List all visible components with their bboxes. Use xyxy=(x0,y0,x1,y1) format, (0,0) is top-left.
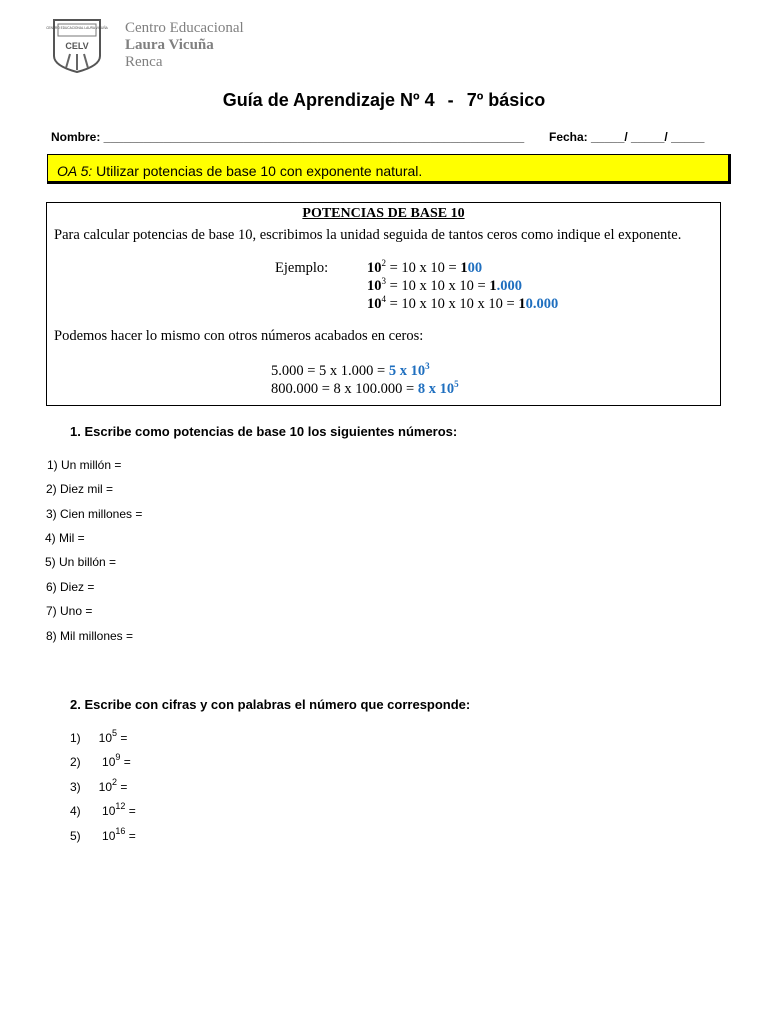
power-base: 10 xyxy=(102,829,116,843)
power-base: 10 xyxy=(98,780,113,794)
item-equals: = xyxy=(120,755,131,769)
power-exponent: 2 xyxy=(381,258,386,268)
logo-text-mid: CELV xyxy=(65,41,89,51)
school-line-3: Renca xyxy=(125,54,163,70)
example-label: Ejemplo: xyxy=(275,260,329,276)
school-name xyxy=(125,20,244,71)
objective-text: Utilizar potencias de base 10 con exponente natural. xyxy=(92,163,423,179)
example-line xyxy=(271,381,459,398)
power-exponent: 3 xyxy=(381,276,386,286)
result-zeros: 0.000 xyxy=(525,296,559,312)
example-line xyxy=(367,278,522,295)
item-equals: = xyxy=(117,731,128,745)
item-equals: = xyxy=(125,804,136,818)
title-guide: Guía de Aprendizaje Nº 4 xyxy=(222,90,435,110)
power-expansion: = 10 x 10 x 10 = xyxy=(386,278,490,294)
question-2-item[interactable] xyxy=(70,826,136,843)
power-base: 10 xyxy=(367,278,382,294)
question-1-item[interactable]: 2) Diez mil = xyxy=(46,482,114,496)
result-coefficient: 8 x xyxy=(417,381,440,397)
page-title xyxy=(0,90,768,111)
number-expansion: 800.000 = 8 x 100.000 = xyxy=(271,381,418,397)
power-base: 10 xyxy=(102,804,116,818)
name-field[interactable]: Nombre: _______________________________________________________________ xyxy=(51,130,525,144)
question-1-item[interactable]: 7) Uno = xyxy=(46,604,93,618)
question-1-item[interactable]: 5) Un billón = xyxy=(45,555,117,569)
box-more-text: Podemos hacer lo mismo con otros números acabados en ceros: xyxy=(54,328,424,344)
question-1-item[interactable]: 3) Cien millones = xyxy=(46,507,143,521)
question-2-item[interactable] xyxy=(70,777,128,794)
result-lead: 1 xyxy=(489,278,497,294)
box-title: POTENCIAS DE BASE 10 xyxy=(302,206,465,221)
item-number: 2) xyxy=(70,755,81,769)
question-2-item[interactable] xyxy=(70,752,131,769)
date-field[interactable]: Fecha: _____/ _____/ _____ xyxy=(549,130,705,144)
learning-objective xyxy=(57,163,422,179)
question-1-item[interactable]: 4) Mil = xyxy=(45,531,85,545)
learning-objective-box xyxy=(47,154,731,184)
title-grade: 7º básico xyxy=(466,90,546,110)
item-equals: = xyxy=(125,829,136,843)
example-line xyxy=(367,296,558,313)
school-line-1: Centro Educacional xyxy=(125,20,244,36)
power-exponent: 4 xyxy=(381,294,386,304)
result-lead: 1 xyxy=(460,260,468,276)
question-1-item[interactable]: 1) Un millón = xyxy=(47,458,122,472)
school-logo xyxy=(46,18,108,74)
question-1-item[interactable]: 8) Mil millones = xyxy=(46,629,134,643)
power-exponent: 2 xyxy=(112,777,118,787)
power-exponent: 16 xyxy=(115,826,126,836)
power-exponent: 12 xyxy=(115,801,126,811)
power-exponent: 5 xyxy=(112,728,118,738)
school-line-2: Laura Vicuña xyxy=(125,37,214,53)
result-zeros: 00 xyxy=(467,260,483,276)
power-exponent: 5 xyxy=(454,379,459,389)
power-expansion: = 10 x 10 = xyxy=(386,260,461,276)
power-base: 10 xyxy=(367,296,382,312)
question-1-item[interactable]: 6) Diez = xyxy=(46,580,95,594)
item-number: 5) xyxy=(70,829,81,843)
objective-label: OA 5: xyxy=(57,163,93,179)
item-number: 4) xyxy=(70,804,81,818)
example-line xyxy=(271,363,430,380)
number-expansion: 5.000 = 5 x 1.000 = xyxy=(271,363,389,379)
example-line xyxy=(367,260,482,277)
question-2-item[interactable] xyxy=(70,801,136,818)
item-equals: = xyxy=(117,780,128,794)
power-base: 10 xyxy=(367,260,382,276)
item-number: 3) xyxy=(70,780,81,794)
result-lead: 1 xyxy=(518,296,526,312)
item-number: 1) xyxy=(70,731,81,745)
title-separator: - xyxy=(447,90,454,110)
power-exponent: 9 xyxy=(115,752,121,762)
power-base: 10 xyxy=(410,363,426,379)
power-expansion: = 10 x 10 x 10 x 10 = xyxy=(386,296,519,312)
result-coefficient: 5 x xyxy=(388,363,411,379)
result-zeros: .000 xyxy=(496,278,522,294)
powers-explanation-box xyxy=(46,202,721,406)
logo-text-top: CENTRO EDUCACIONAL LAURA VICUÑA xyxy=(46,26,108,30)
question-2-item[interactable] xyxy=(70,728,128,745)
question-1-heading: 1. Escribe como potencias de base 10 los siguientes números: xyxy=(70,424,458,439)
power-exponent: 3 xyxy=(425,361,430,371)
question-2-heading: 2. Escribe con cifras y con palabras el número que corresponde: xyxy=(70,697,471,712)
power-base: 10 xyxy=(439,381,455,397)
power-base: 10 xyxy=(102,755,116,769)
power-base: 10 xyxy=(98,731,113,745)
box-intro: Para calcular potencias de base 10, escribimos la unidad seguida de tantos ceros como indique el exponente. xyxy=(54,227,682,243)
